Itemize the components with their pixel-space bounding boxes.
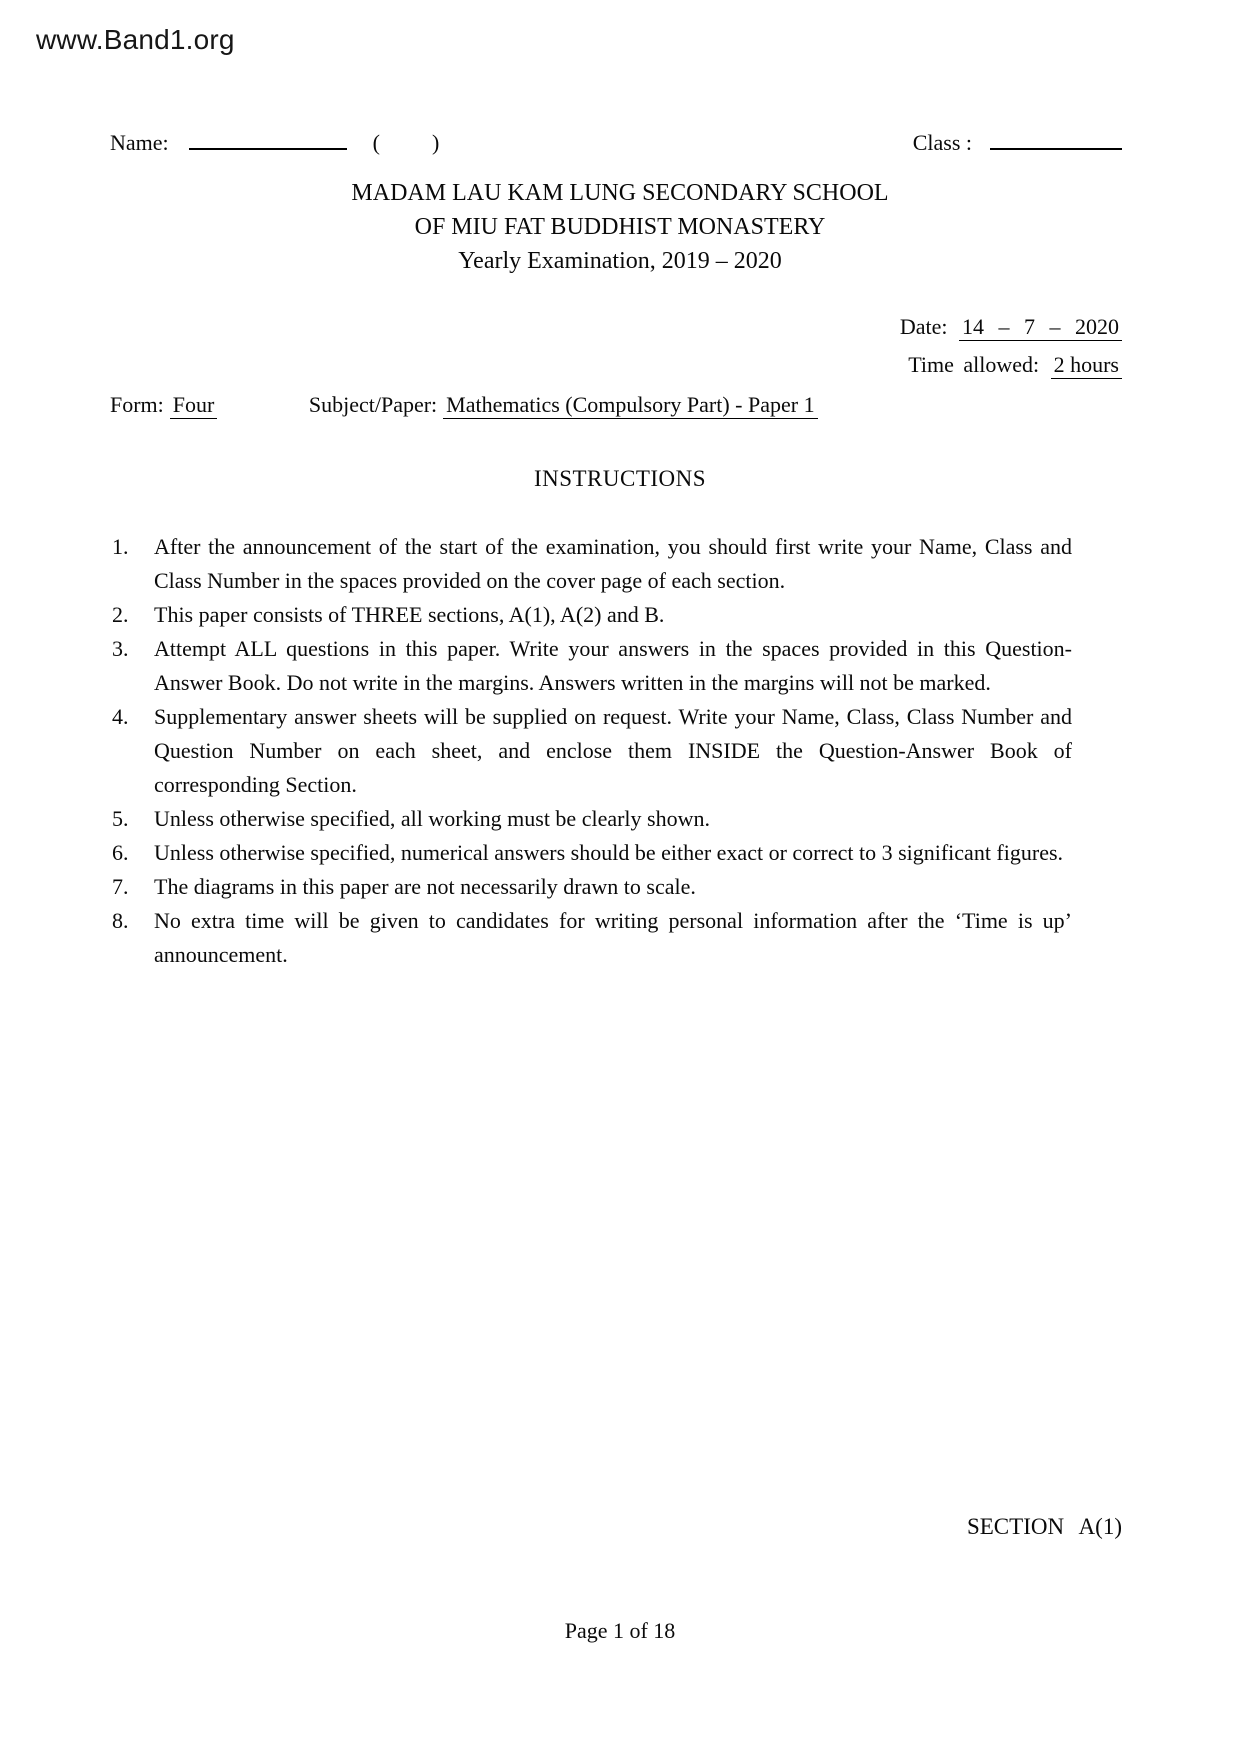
instruction-item <box>110 802 1072 836</box>
instruction-text: Attempt ALL questions in this paper. Write your answers in the spaces provided in this Question-Answer Book. Do not write in the margins. Answers written in the margins will not be marked. <box>154 636 1072 695</box>
class-field-group <box>913 128 1122 156</box>
instruction-number: 7. <box>112 874 129 899</box>
school-name-line2: OF MIU FAT BUDDHIST MONASTERY <box>414 214 826 240</box>
date-line <box>900 314 1122 340</box>
paren-open: ( <box>372 130 380 155</box>
subject-group <box>309 392 818 417</box>
form-group <box>110 392 223 417</box>
site-watermark: www.Band1.org <box>36 24 235 55</box>
name-label: Name: <box>110 130 169 155</box>
class-blank-line <box>990 128 1122 150</box>
class-label: Class : <box>912 130 972 155</box>
instruction-text: No extra time will be given to candidates for writing personal information after the ‘Time is up’ announcement. <box>154 908 1072 967</box>
time-allowed-value: 2 hours <box>1051 352 1122 379</box>
instruction-item <box>110 700 1072 802</box>
instruction-text: Supplementary answer sheets will be supplied on request. Write your Name, Class, Class Number and Question Number on each sheet, and enclose them INSIDE the Question-Answer Book of corresponding Section. <box>154 704 1072 797</box>
instruction-number: 1. <box>112 534 129 559</box>
section-label: SECTION A(1) <box>966 1514 1122 1539</box>
instruction-number: 8. <box>112 908 129 933</box>
instruction-number: 5. <box>112 806 129 831</box>
paren-close: ) <box>431 130 440 155</box>
name-blank-line <box>189 128 347 150</box>
subject-value: Mathematics (Compulsory Part) - Paper 1 <box>443 392 817 419</box>
instruction-item <box>110 870 1072 904</box>
instruction-text: After the announcement of the start of the examination, you should first write your Name, Class and Class Number in the spaces provided on the cover page of each section. <box>154 534 1072 593</box>
instruction-item <box>110 530 1072 598</box>
form-subject-line <box>110 392 818 418</box>
instructions-list <box>110 530 1072 972</box>
time-allowed-label: Time allowed: <box>908 352 1040 377</box>
name-field-group <box>110 128 439 156</box>
name-class-row <box>110 128 1122 156</box>
instruction-number: 2. <box>112 602 129 627</box>
form-value: Four <box>170 392 218 419</box>
instruction-item <box>110 836 1072 870</box>
school-title-block <box>0 176 1240 278</box>
school-name-line1: MADAM LAU KAM LUNG SECONDARY SCHOOL <box>351 180 889 206</box>
instructions-heading: INSTRUCTIONS <box>533 466 707 491</box>
page-number: Page 1 of 18 <box>564 1618 676 1643</box>
instruction-number: 6. <box>112 840 129 865</box>
date-value: 14 – 7 – 2020 <box>959 314 1122 341</box>
instruction-text: Unless otherwise specified, all working must be clearly shown. <box>154 806 710 831</box>
instruction-number: 3. <box>112 636 129 661</box>
instruction-text: Unless otherwise specified, numerical answers should be either exact or correct to 3 significant figures. <box>154 840 1064 865</box>
instruction-text: This paper consists of THREE sections, A(1), A(2) and B. <box>154 602 665 627</box>
instruction-number: 4. <box>112 704 129 729</box>
time-allowed-line <box>908 352 1122 378</box>
instruction-text: The diagrams in this paper are not necessarily drawn to scale. <box>154 874 696 899</box>
instruction-item <box>110 598 1072 632</box>
instruction-item <box>110 632 1072 700</box>
form-label: Form: <box>110 392 164 417</box>
class-number-parens <box>373 130 440 155</box>
subject-label: Subject/Paper: <box>308 392 438 417</box>
instruction-item <box>110 904 1072 972</box>
date-label: Date: <box>899 314 948 339</box>
exam-title: Yearly Examination, 2019 – 2020 <box>458 248 782 274</box>
